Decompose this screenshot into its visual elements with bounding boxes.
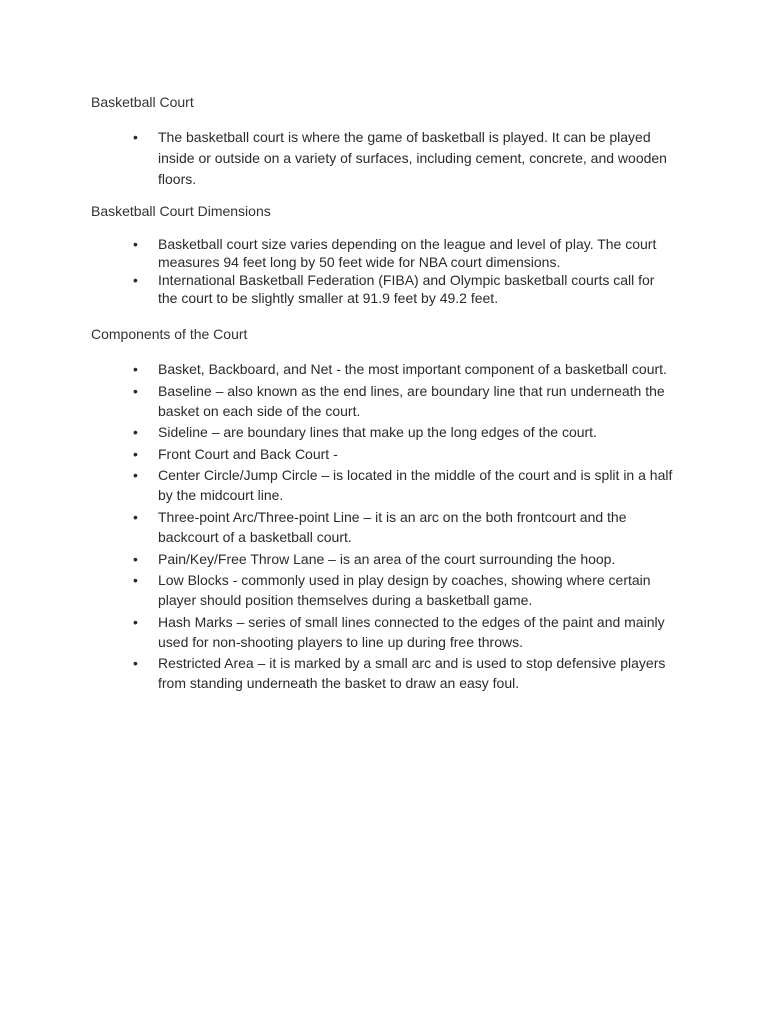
list-item-text: Hash Marks – series of small lines connected to the edges of the paint and mainly used for non-shooting players to line up during free throws.	[158, 613, 665, 650]
list-item-text: Restricted Area – it is marked by a small arc and is used to stop defensive players from standing underneath the basket to draw an easy foul.	[158, 655, 666, 692]
bullet-icon: •	[133, 445, 138, 462]
list-item-text: Pain/Key/Free Throw Lane – is an area of the court surrounding the hoop.	[158, 550, 616, 567]
bullet-icon: •	[133, 613, 138, 630]
list-item-text: Three-point Arc/Three-point Line – it is an arc on the both frontcourt and the backcourt of a basketball court.	[158, 508, 627, 545]
bullet-icon: •	[133, 424, 138, 441]
list-item	[0, 549, 768, 569]
list-item-text: Baseline – also known as the end lines, are boundary line that run underneath the basket on each side of the court.	[158, 382, 665, 419]
bullet-icon: •	[133, 361, 138, 377]
bullet-icon: •	[133, 129, 138, 145]
list-item	[0, 612, 768, 652]
list-item	[0, 271, 768, 307]
list-item	[0, 235, 768, 271]
list-item	[0, 507, 768, 547]
list-item	[0, 359, 768, 379]
list-item-text: International Basketball Federation (FIBA) and Olympic basketball courts call for the court to be slightly smaller at 91.9 feet by 49.2 feet.	[158, 272, 655, 306]
section-heading-components: Components of the Court	[91, 326, 248, 342]
list-item	[0, 465, 768, 505]
bullet-icon: •	[133, 382, 138, 399]
bullet-icon: •	[133, 272, 138, 288]
list-item-text: Basketball court size varies depending on the league and level of play. The court measures 94 feet long by 50 feet wide for NBA court dimensions.	[158, 236, 657, 270]
bullet-icon: •	[133, 236, 138, 252]
court-dimensions-list	[0, 235, 768, 307]
bullet-icon: •	[133, 550, 138, 567]
section-heading-court-dimensions: Basketball Court Dimensions	[91, 203, 271, 219]
bullet-icon: •	[133, 467, 138, 484]
list-item	[0, 653, 768, 693]
list-item	[0, 127, 768, 190]
list-item-text: Front Court and Back Court -	[158, 445, 338, 462]
bullet-icon: •	[133, 508, 138, 525]
list-item	[0, 422, 768, 442]
bullet-icon: •	[133, 572, 138, 589]
components-list	[0, 359, 768, 695]
list-item	[0, 381, 768, 421]
bullet-icon: •	[133, 655, 138, 672]
list-item-text: Center Circle/Jump Circle – is located in the middle of the court and is split in a half by the midcourt line.	[158, 467, 673, 504]
basketball-court-list	[0, 127, 768, 190]
list-item	[0, 570, 768, 610]
list-item-text: Basket, Backboard, and Net - the most important component of a basketball court.	[158, 361, 667, 377]
list-item	[0, 444, 768, 464]
list-item-text: The basketball court is where the game of basketball is played. It can be played inside or outside on a variety of surfaces, including cement, concrete, and wooden floors.	[158, 129, 667, 187]
list-item-text: Low Blocks - commonly used in play design by coaches, showing where certain player should position themselves during a basketball game.	[158, 572, 651, 609]
list-item-text: Sideline – are boundary lines that make up the long edges of the court.	[158, 424, 597, 441]
section-heading-basketball-court: Basketball Court	[91, 94, 194, 110]
